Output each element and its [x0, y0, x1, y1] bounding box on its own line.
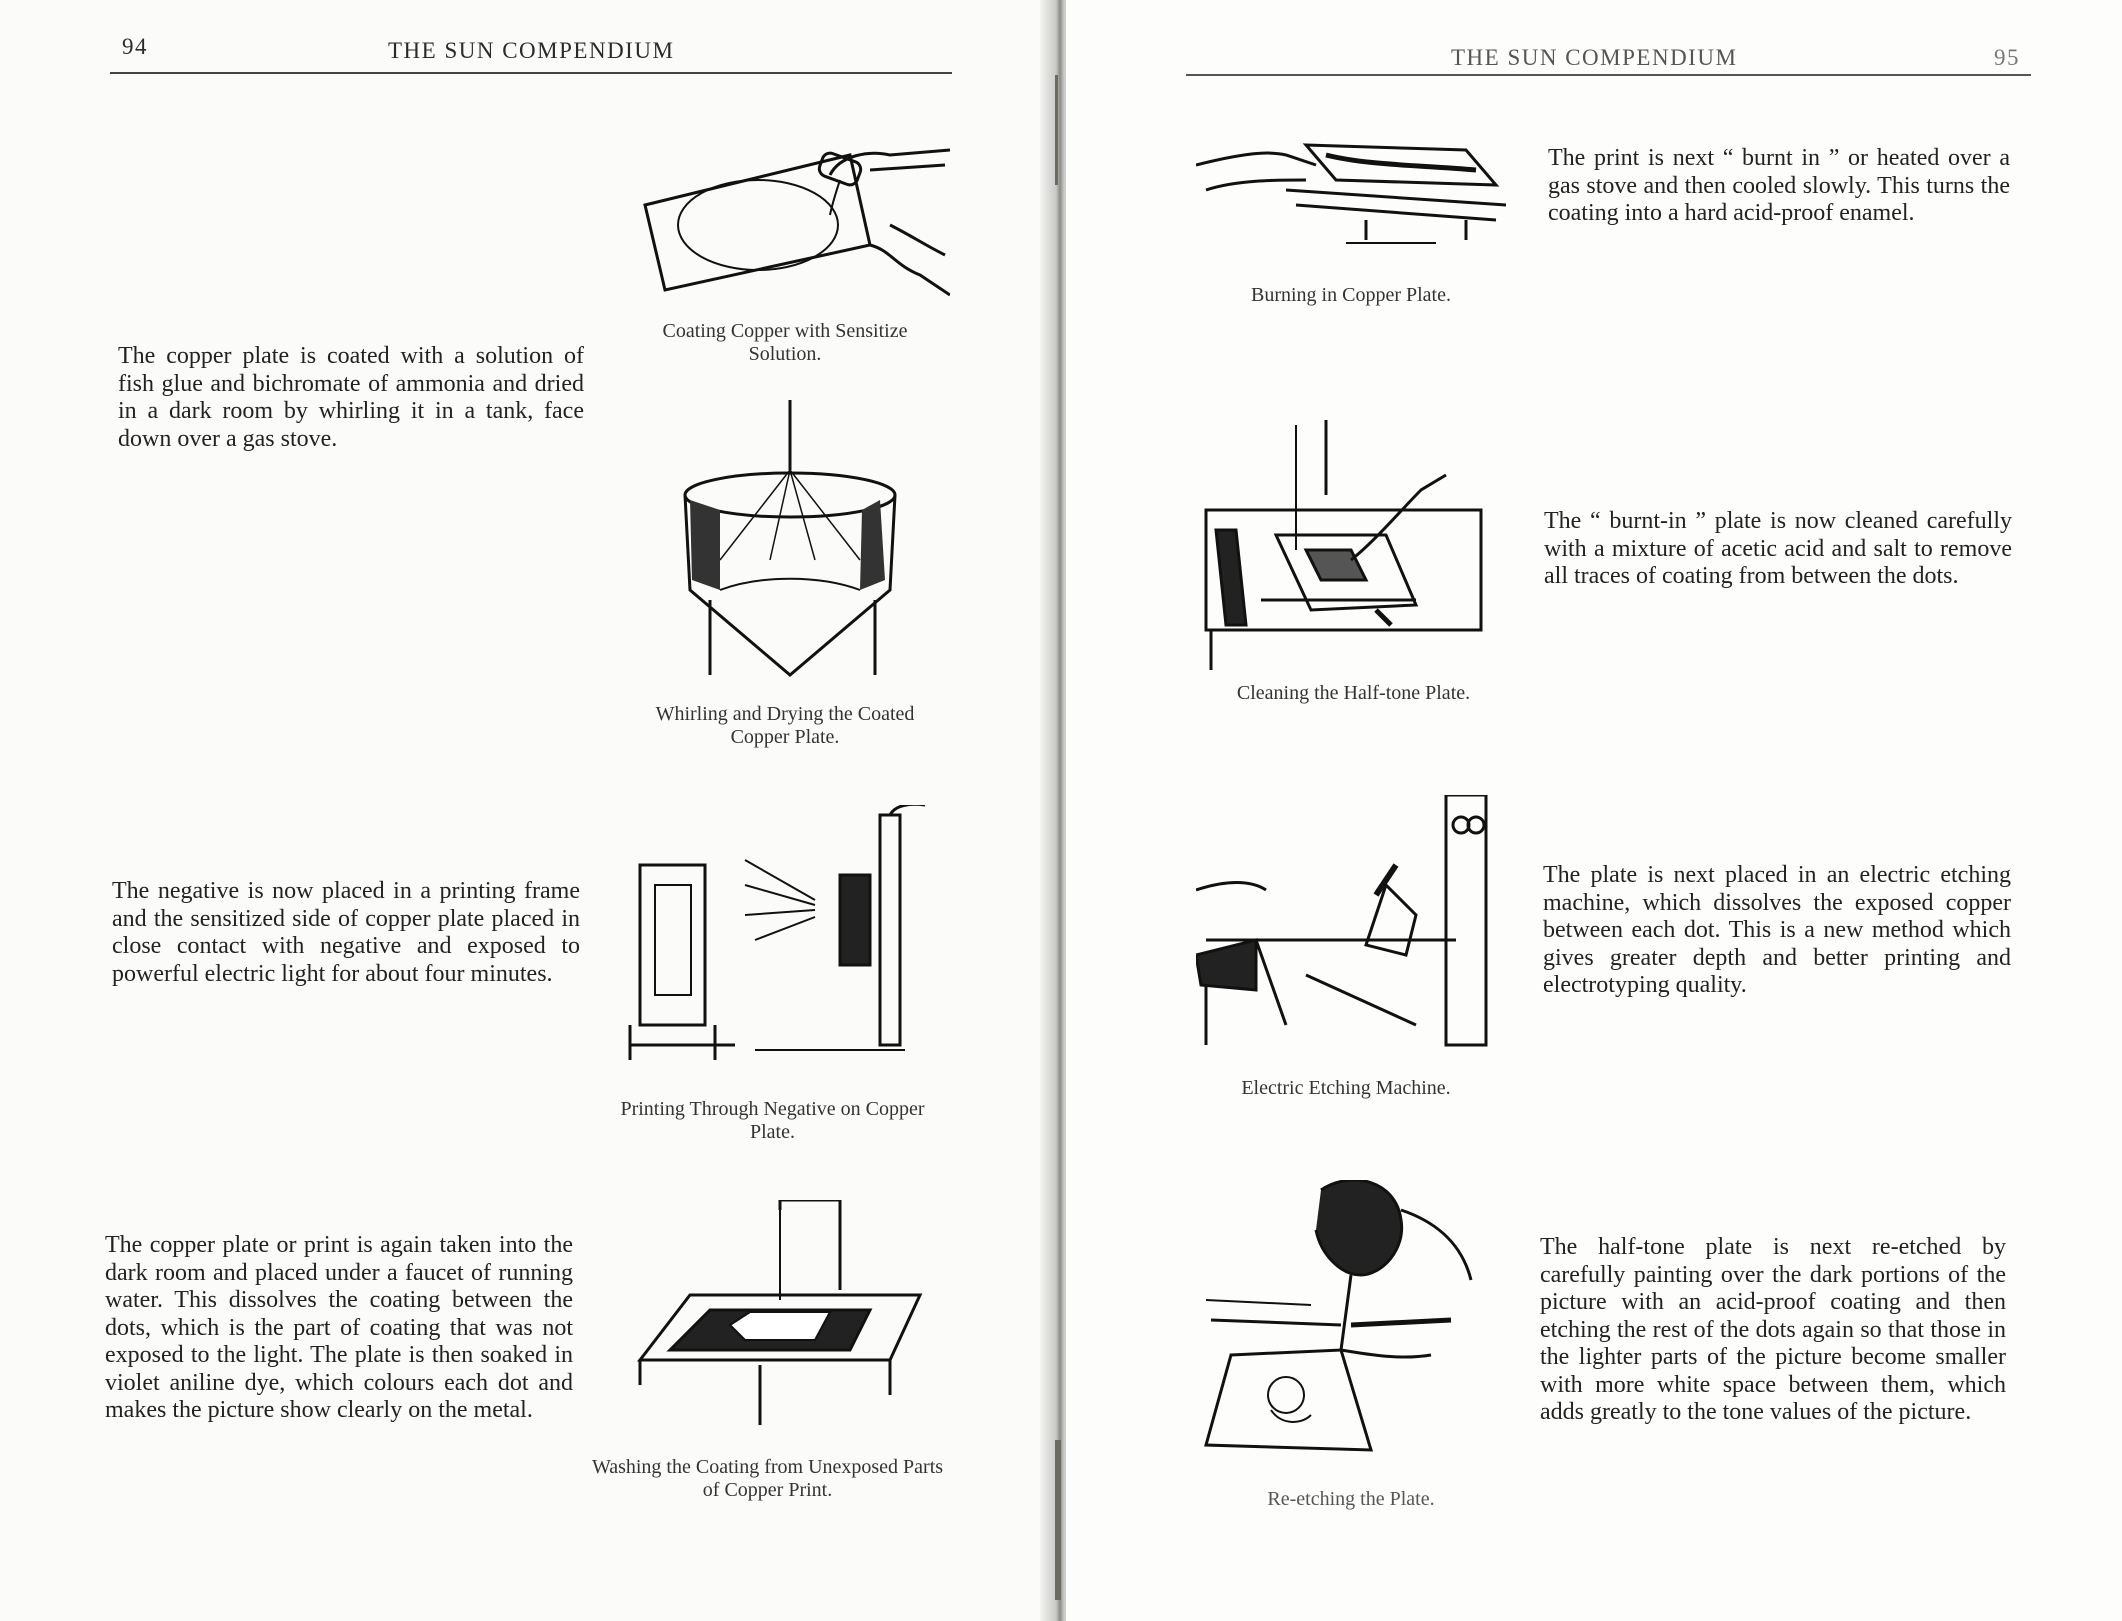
figure-caption: Printing Through Negative on Copper Plate.: [620, 1098, 925, 1143]
cleaning-sink-illustration: [1201, 420, 1486, 675]
gutter-shadow: [1055, 1440, 1061, 1600]
header-rule: [110, 72, 952, 74]
figure-caption: Coating Copper with Sensitize Solution.: [662, 320, 908, 365]
paragraph: The “ burnt-in ” plate is now cleaned carefully with a mixture of acetic acid and salt to remove all traces of coating from between the dots.: [1544, 508, 2012, 589]
washing-faucet-illustration: [630, 1200, 930, 1430]
header-rule: [1186, 74, 2031, 76]
left-page: [0, 0, 1058, 1621]
etching-machine-illustration: [1196, 795, 1496, 1050]
printing-frame-illustration: [625, 805, 935, 1065]
figure-caption: Re-etching the Plate.: [1267, 1488, 1435, 1510]
figure-caption: Whirling and Drying the Coated Copper Plate.: [655, 703, 915, 748]
page-number: 94: [122, 34, 148, 59]
right-page: [1066, 0, 2122, 1621]
running-head: THE SUN COMPENDIUM: [388, 38, 675, 63]
paragraph: The plate is next placed in an electric etching machine, which dissolves the exposed copper between each dot. This is a new method which gives greater depth and better printing and electrotyping quality.: [1543, 862, 2011, 998]
re-etching-illustration: [1201, 1180, 1501, 1455]
coating-plate-illustration: [640, 135, 950, 305]
running-head: THE SUN COMPENDIUM: [1451, 45, 1738, 70]
figure-caption: Burning in Copper Plate.: [1251, 284, 1451, 306]
paragraph: The negative is now placed in a printing frame and the sensitized side of copper plate placed in close contact with negative and exposed to powerful electric light for about four minutes.: [112, 878, 580, 987]
paragraph: The copper plate is coated with a solution of fish glue and bichromate of ammonia and dried in a dark room by whirling it in a tank, face down over a gas stove.: [118, 343, 584, 452]
burning-plate-illustration: [1196, 125, 1506, 250]
figure-caption: Cleaning the Half-tone Plate.: [1236, 682, 1471, 704]
figure-caption: Washing the Coating from Unexposed Parts of Copper Print.: [591, 1456, 944, 1501]
paragraph: The copper plate or print is again taken into the dark room and placed under a faucet of running water. This dissolves the coating between the dots, which is the part of coating that was not exposed to the light. The plate is then soaked in violet aniline dye, which colours each dot and makes the picture show clearly on the metal.: [105, 1232, 573, 1423]
paragraph: The half-tone plate is next re-etched by carefully painting over the dark portions of the picture with an acid-proof coating and then etching the rest of the dots again so that those in the lighter parts of the picture become smaller with more white space between them, which adds greatly to the tone values of the picture.: [1540, 1234, 2006, 1425]
figure-caption: Electric Etching Machine.: [1241, 1077, 1451, 1099]
gutter-shadow: [1055, 75, 1058, 185]
whirling-tank-illustration: [680, 400, 900, 680]
paragraph: The print is next “ burnt in ” or heated over a gas stove and then cooled slowly. This turns the coating into a hard acid-proof enamel.: [1548, 145, 2010, 226]
page-number: 95: [1994, 45, 2020, 70]
